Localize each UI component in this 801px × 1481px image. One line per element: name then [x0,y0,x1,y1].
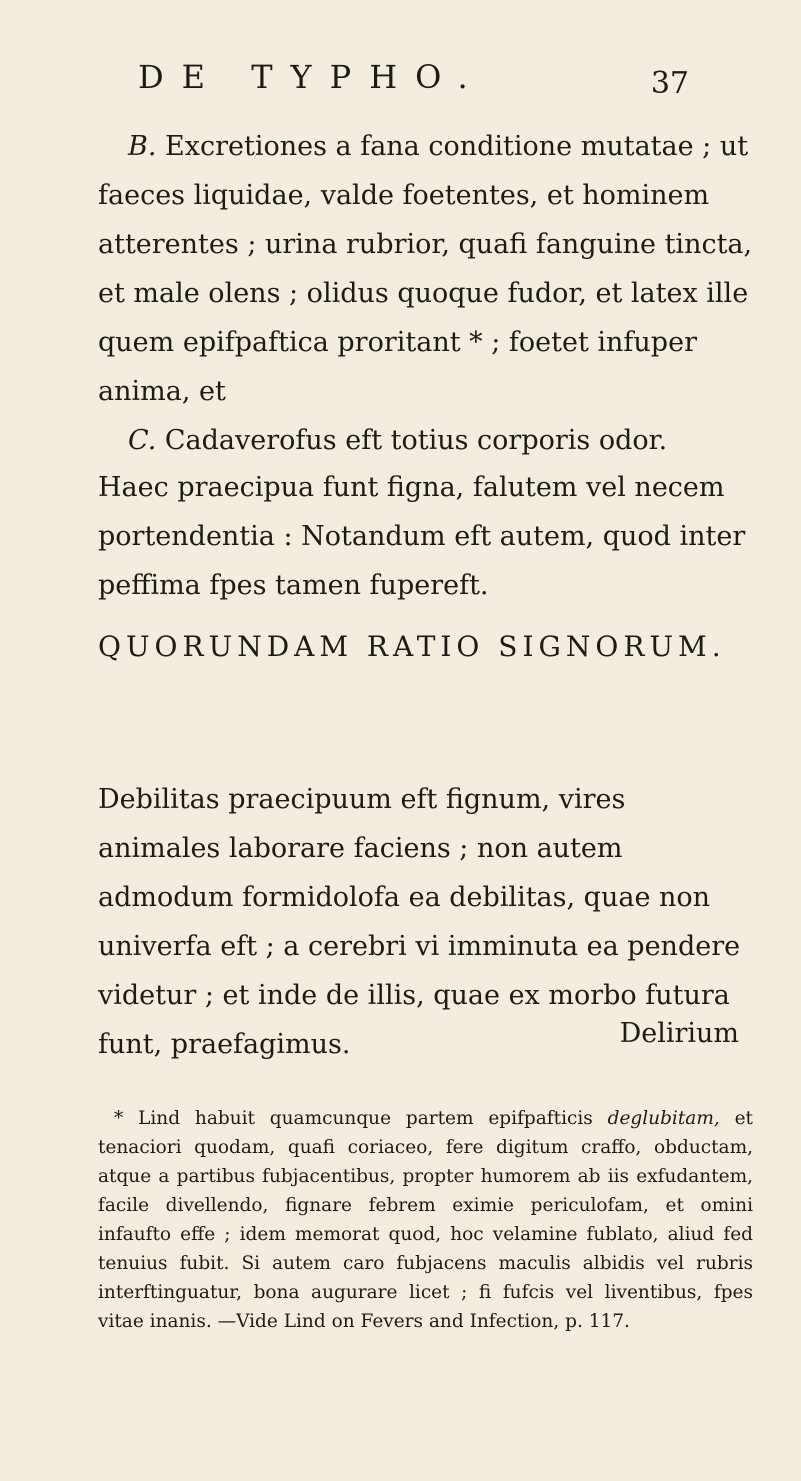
footnote-text-start: * Lind habuit quamcunque partem epifpafticis [114,1108,593,1129]
paragraph-haec [98,463,753,610]
paragraph-b [98,122,753,416]
paragraph-excretiones [98,122,753,465]
footnote-paragraph [98,1104,753,1336]
catchword: Delirium [619,1018,739,1049]
page-number: 37 [650,66,689,101]
item-label-c: C. [128,425,157,456]
footnote [98,1104,753,1336]
running-title: DE TYPHO. [138,58,486,96]
paragraph-b-text: Excretiones a fana conditione mutatae ; ut faeces liquidae, valde foetentes, et hominem atterentes ; urina rubrior, quafi fanguine tincta, et male olens ; olidus quoque fudor, et latex ille quem epifpaftica proritant * ; foetet infuper anima, et [98,131,753,407]
paragraph-c-text: Cadaverofus eft totius corporis odor. [164,425,668,456]
paragraph-haec-text: Haec praecipua funt figna, falutem vel necem portendentia : Notandum eft autem, quod inter peffima fpes tamen fupereft. [98,472,746,601]
footnote-text-end: et tenaciori quodam, quafi coriaceo, fere digitum craffo, obductam, atque a partibus fubjacentibus, propter humorem ab iis exfudantem, facile divellendo, fignare febrem eximie periculofam, et omini infaufto effe ; idem memorat quod, hoc velamine fublato, aliud fed tenuius fubit. Si autem caro fubjacens maculis albidis vel rubris interftinguatur, bona augurare licet ; fi fufcis vel liventibus, fpes vitae inanis. —Vide Lind on Fevers and Infection, p. 117. [98,1108,753,1332]
item-label-b: B. [128,131,157,162]
paragraph-c [98,416,753,465]
section-heading: QUORUNDAM RATIO SIGNORUM. [98,630,726,663]
footnote-italic-term: deglubitam, [607,1108,720,1129]
paragraph-debilitas-text: Debilitas praecipuum eft fignum, vires animales laborare faciens ; non autem admodum formidolofa ea debilitas, quae non univerfa eft ; a cerebri vi imminuta ea pendere videtur ; et inde de illis, quae ex morbo futura funt, praefagimus. [98,784,741,1060]
